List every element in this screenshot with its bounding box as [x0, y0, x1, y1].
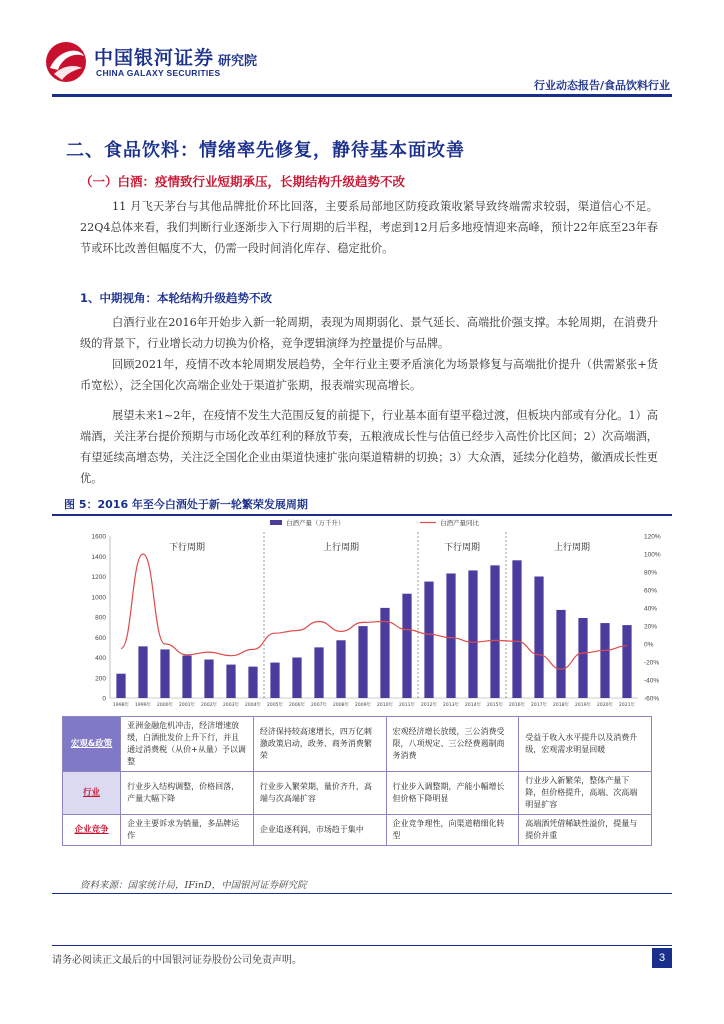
x-tick-label: 2016年	[508, 703, 526, 708]
page-number: 3	[652, 948, 672, 968]
logo-chinese-name: 中国银河证券	[94, 47, 215, 69]
x-tick-label: 2020年	[596, 703, 614, 708]
table-cell: 行业步入新繁荣，整体产量下降，但价格提升，高端、次高端明显扩容	[519, 772, 652, 815]
table-cell: 宏观经济增长放缓，三公消费受限，八项规定、三公经费遏制商务消费	[386, 717, 519, 772]
x-tick-label: 2017年	[530, 703, 548, 708]
y-tick-label-right: 40%	[644, 605, 658, 613]
x-tick-label: 2018年	[552, 703, 570, 708]
bar	[622, 625, 631, 698]
bar	[446, 573, 455, 698]
bar	[116, 674, 125, 698]
y-tick-label-right: 80%	[644, 569, 658, 577]
y-tick-label-right: 100%	[644, 551, 661, 559]
bar	[160, 649, 169, 698]
logo-department: 研究院	[218, 54, 258, 69]
baijiu-production-chart	[60, 516, 670, 712]
y-tick-label-left: 400	[95, 655, 106, 662]
bar	[270, 663, 279, 698]
phase-label: 下行周期	[443, 543, 481, 553]
x-tick-label: 1999年	[134, 703, 152, 708]
row-header: 宏观&政策	[63, 717, 121, 772]
source-note: 资料来源：国家统计局，IFinD，中国银河证券研究院	[80, 880, 307, 891]
y-tick-label-right: 120%	[644, 533, 661, 541]
x-tick-label: 2011年	[398, 703, 416, 708]
phase-label: 上行周期	[553, 543, 591, 553]
x-tick-label: 2000年	[156, 703, 174, 708]
bar	[578, 618, 587, 698]
paragraph-2: 白酒行业在2016年开始步入新一轮周期，表现为周期弱化、景气延长、高端批价强支撑。本轮周期，在消费升级的背景下，行业增长动力切换为价格，竞争逻辑演绎为控量提价与品牌。	[80, 316, 658, 350]
y-tick-label-left: 1000	[91, 594, 106, 602]
table-row	[63, 815, 652, 846]
table-cell: 行业步入调整期，产能小幅增长但价格下降明显	[386, 772, 519, 815]
y-tick-label-left: 0	[102, 695, 106, 703]
bar	[358, 626, 367, 698]
x-tick-label: 2009年	[354, 703, 372, 708]
y-tick-label-left: 1400	[91, 553, 106, 561]
sub-heading: 1、中期视角：本轮结构升级趋势不改	[80, 291, 272, 305]
bar	[314, 647, 323, 698]
header-divider	[52, 94, 672, 97]
table-row	[63, 772, 652, 815]
bar	[490, 565, 499, 698]
table-row	[63, 717, 652, 772]
bar	[226, 665, 235, 698]
y-tick-label-right: -60%	[644, 695, 660, 703]
paragraph-1: 11 月飞天茅台与其他品牌批价环比回落，主要系局部地区防疫政策收紧导致终端需求较弱，渠道信心不足。22Q4总体来看，我们判断行业逐渐步入下行周期的后半程，考虑到12月后多地疫情迎来高峰，预计22年底至23年春节或环比改善但幅度不大，仍需一段时间消化库存、稳定批价。	[80, 200, 658, 255]
y-tick-label-left: 1200	[91, 574, 106, 581]
row-header: 行业	[63, 772, 121, 815]
table-cell: 高端酒凭借稀缺性溢价，提量与提价并重	[519, 815, 652, 846]
bar	[182, 655, 191, 698]
phase-label: 下行周期	[168, 543, 206, 553]
table-cell: 经济保持较高速增长，四万亿刺激政策启动，政务、商务消费繁荣	[253, 717, 386, 772]
logo-english-name: CHINA GALAXY SECURITIES	[96, 68, 221, 78]
x-tick-label: 2005年	[266, 703, 284, 708]
report-type: 行业动态报告/食品饮料行业	[533, 79, 670, 92]
x-tick-label: 2003年	[222, 703, 240, 708]
section-title: 二、食品饮料：情绪率先修复，静待基本面改善	[66, 140, 465, 161]
y-tick-label-right: 60%	[644, 587, 658, 595]
table-cell: 行业步入结构调整，价格回落，产量大幅下降	[121, 772, 254, 815]
x-tick-label: 2008年	[332, 703, 350, 708]
bar	[600, 623, 609, 698]
x-tick-label: 2007年	[310, 703, 328, 708]
footer-divider	[52, 945, 672, 946]
bar	[468, 570, 477, 698]
x-tick-label: 2019年	[574, 703, 592, 708]
bar	[424, 582, 433, 698]
disclaimer-note: 请务必阅读正文最后的中国银河证券股份公司免责声明。	[52, 955, 302, 966]
paragraph-4: 展望未来1~2年，在疫情不发生大范围反复的前提下，行业基本面有望平稳过渡，但板块内部或有分化。1）高端酒，关注茅台提价预期与市场化改革红利的释放节奏，五粮液成长性与估值已经步入高性价比区间；2）次高端酒，有望延续高增态势，关注泛全国化企业由渠道快速扩张向渠道精耕的切换；3）大众酒，延续分化趋势，徽酒成长性更优。	[80, 409, 658, 485]
x-tick-label: 2006年	[288, 703, 306, 708]
bar	[402, 594, 411, 698]
yoy-line	[121, 554, 627, 669]
bar	[534, 577, 543, 699]
bar	[336, 640, 345, 698]
y-tick-label-right: 20%	[644, 623, 658, 631]
x-tick-label: 2004年	[244, 703, 262, 708]
cycle-comparison-table	[62, 716, 652, 846]
y-tick-label-left: 1600	[91, 533, 106, 541]
galaxy-logo-icon	[44, 40, 88, 84]
y-tick-label-left: 800	[95, 614, 106, 622]
x-tick-label: 2013年	[442, 703, 460, 708]
paragraph-3: 回顾2021年，疫情不改本轮周期发展趋势，全年行业主要矛盾演化为场景修复与高端批价提升（供需紧张+货币宽松），泛全国化次高端企业处于渠道扩张期，报表端实现高增长。	[80, 358, 658, 392]
row-header: 企业竞争	[63, 815, 121, 846]
x-tick-label: 2010年	[376, 703, 394, 708]
table-cell: 企业竞争理性，向渠道精细化转型	[386, 815, 519, 846]
figure-title: 图 5：2016 年至今白酒处于新一轮繁荣发展周期	[64, 498, 308, 511]
bar	[138, 646, 147, 698]
legend-label-line: 白酒产量同比	[440, 519, 479, 527]
x-tick-label: 2021年	[618, 703, 636, 708]
x-tick-label: 2015年	[486, 703, 504, 708]
phase-label: 上行周期	[322, 543, 360, 553]
bar	[556, 610, 565, 698]
y-tick-label-left: 600	[95, 634, 106, 642]
table-cell: 行业步入繁荣期，量价齐升，高端与次高端扩容	[253, 772, 386, 815]
bar	[512, 560, 521, 698]
x-tick-label: 2012年	[420, 703, 438, 708]
table-cell: 企业主要诉求为销量，多品牌运作	[121, 815, 254, 846]
y-tick-label-right: 0%	[644, 641, 654, 649]
y-tick-label-left: 200	[95, 675, 106, 683]
table-cell: 企业追逐利润，市场趋于集中	[253, 815, 386, 846]
y-tick-label-right: -40%	[644, 677, 660, 685]
x-tick-label: 2001年	[178, 703, 196, 708]
subsection-title: （一）白酒：疫情致行业短期承压，长期结构升级趋势不改	[80, 174, 406, 189]
source-divider	[52, 893, 672, 894]
table-cell: 亚洲金融危机冲击，经济增速放缓，白酒批发价上升下行，并且通过消费税（从价+从量）予以调整	[121, 717, 254, 772]
bar	[204, 660, 213, 698]
x-tick-label: 2002年	[200, 703, 218, 708]
legend-label-bar: 白酒产量（万千升）	[286, 519, 345, 527]
table-cell: 受益于收入水平提升以及消费升级，宏观需求明显回暖	[519, 717, 652, 772]
y-tick-label-right: -20%	[644, 659, 660, 667]
bar	[292, 658, 301, 699]
x-tick-label: 1998年	[112, 703, 130, 708]
x-tick-label: 2014年	[464, 703, 482, 708]
bar	[248, 667, 257, 698]
legend-swatch-bar	[270, 520, 282, 525]
